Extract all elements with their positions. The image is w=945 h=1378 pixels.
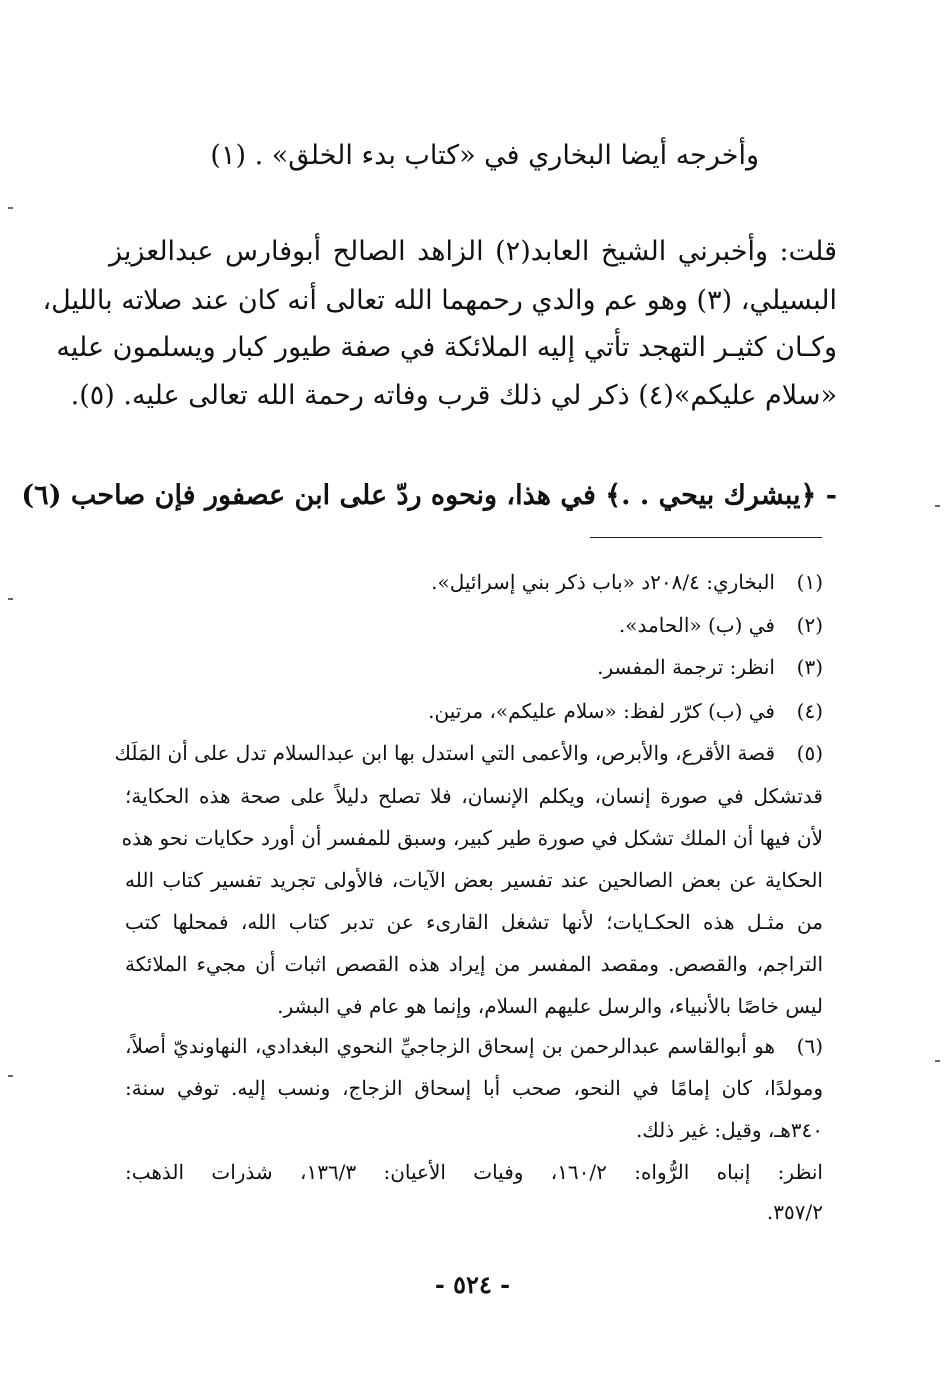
footnote-line: ٣٥٧/٢. [766, 1200, 823, 1224]
footnote-line: التراجم، والقصص. ومقصد المفسر من إيراد هذه القصص اثبات أن مجيء الملائكة [125, 952, 823, 976]
paragraph-line-1: قلت: وأخبرني الشيخ العابد(٢) الزاهد الصالح أبوفارس عبدالعزيز [109, 236, 838, 267]
footnote-line: ٣٤٠هـ، وقيل: غير ذلك. [635, 1118, 823, 1142]
footnote-separator [590, 537, 822, 538]
footnote-number-2: (٢) [796, 613, 823, 637]
scan-speck [8, 1075, 13, 1077]
footnote-line: ومولدًا، كان إمامًا في النحو، صحب أبا إسحاق الزجاج، ونسب إليه. توفي سنة: [125, 1076, 823, 1100]
footnote-line: البخاري: ٢٠٨/٤د «باب ذكر بني إسرائيل». [431, 570, 775, 594]
footnote-number-6: (٦) [796, 1034, 823, 1058]
footnote-line: من مثـل هذه الحكـايات؛ لأنها تشغل القارىء عن تدبر كتاب الله، فمحلها كتب [125, 910, 823, 934]
top-line: وأخرجه أيضا البخاري في «كتاب بدء الخلق» . (١) [210, 140, 759, 171]
footnote-line: انظر: ترجمة المفسر. [597, 655, 775, 679]
footnote-line: لأن فيها أن الملك تشكل في صورة طير كبير، وسبق للمفسر أن أورد حكايات نحو هذه [121, 826, 823, 850]
footnote-line: في (ب) «الحامد». [618, 613, 775, 637]
paragraph-line-2: البسيلي، (٣) وهو عم والدي رحمهما الله تعالى أنه كان عند صلاته بالليل، [42, 285, 837, 316]
footnote-number-1: (١) [796, 570, 823, 594]
scan-speck [935, 1060, 940, 1062]
footnote-line: قصة الأقرع، والأبرص، والأعمى التي استدل بها ابن عبدالسلام تدل على أن المَلَك [114, 741, 775, 765]
footnote-number-4: (٤) [796, 699, 823, 723]
footnote-line: قدتشكل في صورة إنسان، ويكلم الإنسان، فلا تصلح دليلاً على صحة هذه الحكاية؛ [125, 784, 823, 808]
footnote-line: الحكاية عن بعض الصالحين عند تفسير بعض الآيات، فالأولى تجريد تفسير كتاب الله [125, 868, 823, 892]
footnote-line: هو أبوالقاسم عبدالرحمن بن إسحاق الزجاجيِّ النحوي البغدادي، النهاونديّ أصلاً، [125, 1034, 775, 1058]
paragraph-line-3: وكـان كثيـر التهجد تأتي إليه الملائكة في صفة طيور كبار ويسلمون عليه [56, 332, 837, 363]
page-number: - ٥٢٤ - [434, 1270, 511, 1299]
footnote-line: في (ب) كرّر لفظ: «سلام عليكم»، مرتين. [428, 699, 775, 723]
scan-speck [8, 207, 13, 209]
paragraph-line-4: «سلام عليكم»(٤) ذكر لي ذلك قرب وفاته رحمة الله تعالى عليه. (٥). [70, 380, 837, 411]
footnote-line: انظر: إنباه الرُّواه: ١٦٠/٢، وفيات الأعيان: ١٣٦/٣، شذرات الذهب: [125, 1160, 823, 1184]
quote-line: - ﴿يبشرك بيحي . .﴾ في هذا، ونحوه ردّ على ابن عصفور فإن صاحب (٦) [21, 480, 837, 511]
footnote-line: ليس خاصًا بالأنبياء، والرسل عليهم السلام، وإنما هو عام في البشر. [277, 994, 823, 1018]
footnote-number-3: (٣) [796, 655, 823, 679]
scan-speck [8, 598, 13, 600]
scan-speck [935, 505, 940, 507]
footnote-number-5: (٥) [796, 741, 823, 765]
